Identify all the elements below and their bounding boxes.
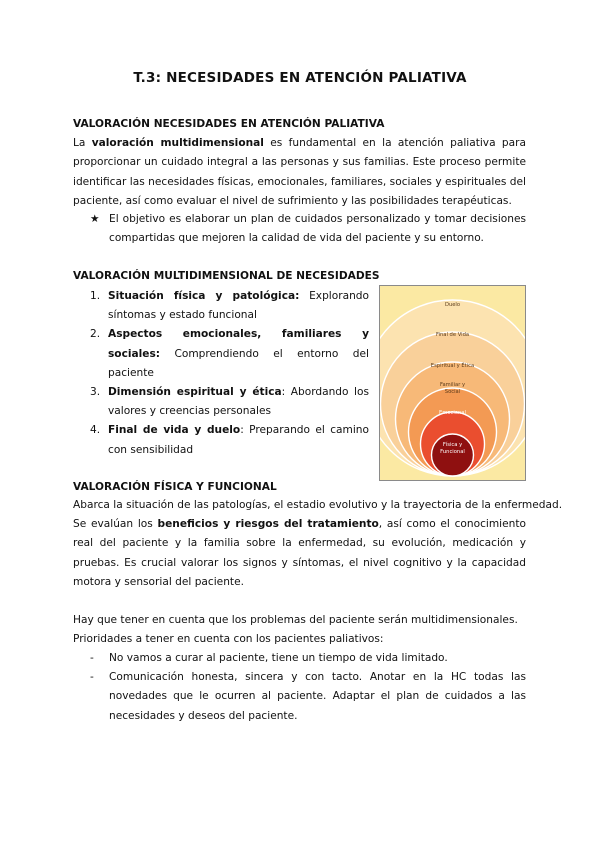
star-bullet-icon: ★ xyxy=(90,213,100,225)
section-heading-multidimensional: VALORACIÓN MULTIDIMENSIONAL DE NECESIDADES xyxy=(73,270,380,282)
ring-6 xyxy=(432,434,474,476)
list-item xyxy=(90,287,369,325)
dash-bullet: - xyxy=(90,652,94,664)
priority-item xyxy=(90,649,526,668)
section-heading-fisica-funcional: VALORACIÓN FÍSICA Y FUNCIONAL xyxy=(73,481,277,493)
list-item-bold: Situación física y patológica: xyxy=(108,290,300,302)
rings-svg xyxy=(380,286,525,480)
ring-label-5: Emocional xyxy=(439,410,466,416)
page-title: T.3: NECESIDADES EN ATENCIÓN PALIATIVA xyxy=(133,70,467,86)
priority-item xyxy=(90,668,526,726)
ring-label-4: Familiar y Social xyxy=(439,382,466,395)
priority-text: No vamos a curar al paciente, tiene un tiempo de vida limitado. xyxy=(109,652,448,664)
ring-label-3: Espiritual y Ética xyxy=(430,363,475,369)
needs-list xyxy=(90,287,369,460)
priorities-intro: Prioridades a tener en cuenta con los pacientes paliativos: xyxy=(73,633,384,645)
list-item-text: Comprendiendo el entorno del paciente xyxy=(108,347,369,379)
intro-rest-text: es fundamental en la atención paliativa para proporcionar un cuidado integral a las personas y sus familias. Este proceso permite identificar las necesidades físicas, emocionales, familiares, sociales y espirituales del paciente, así como evaluar el nivel de sufrimiento y las posibilidades terapéuticas. xyxy=(73,137,526,208)
needs-rings-diagram xyxy=(379,285,526,481)
list-item xyxy=(90,325,369,383)
list-item-text: : Abordando los valores y creencias personales xyxy=(108,386,369,418)
intro-paragraph xyxy=(73,134,526,212)
list-item xyxy=(90,421,369,459)
list-item-bold: Final de vida y duelo xyxy=(108,424,241,437)
intro-lead-text: La xyxy=(73,137,92,149)
physical-lead-text: Se evalúan los xyxy=(73,518,158,530)
list-item-number: 4. xyxy=(90,424,101,437)
list-item-bold: Aspectos emocionales, familiares y sociales: xyxy=(108,328,369,360)
objective-bullet xyxy=(90,210,526,249)
ring-label-1: Duelo xyxy=(444,302,461,308)
list-item-number: 2. xyxy=(90,328,101,341)
list-item-text: Explorando síntomas y estado funcional xyxy=(108,290,369,322)
priority-text: Comunicación honesta, sincera y con tacto. Anotar en la HC todas las novedades que le ocurren al paciente. Adaptar el plan de cuidados a las necesidades y deseos del paciente. xyxy=(109,671,526,722)
list-item xyxy=(90,383,369,421)
list-item-number: 1. xyxy=(90,290,101,302)
ring-label-6: Física y Funcional xyxy=(440,442,465,455)
physical-paragraph-1: Abarca la situación de las patologías, el estadio evolutivo y la trayectoria de la enfermedad. xyxy=(73,499,563,511)
physical-paragraph-2 xyxy=(73,515,526,593)
multidimensional-note: Hay que tener en cuenta que los problemas del paciente serán multidimensionales. xyxy=(73,614,518,626)
intro-bold-text: valoración multidimensional xyxy=(91,137,264,149)
dash-bullet: - xyxy=(90,671,94,683)
section-heading-valoracion-necesidades: VALORACIÓN NECESIDADES EN ATENCIÓN PALIATIVA xyxy=(73,118,385,130)
list-item-bold: Dimensión espiritual y ética xyxy=(108,386,282,399)
objective-text: El objetivo es elaborar un plan de cuidados personalizado y tomar decisiones compartidas que mejoren la calidad de vida del paciente y su entorno. xyxy=(109,213,526,245)
ring-label-2: Final de Vida xyxy=(435,332,470,338)
list-item-text: : Preparando el camino con sensibilidad xyxy=(108,424,370,456)
physical-rest-text: , así como el conocimiento real del paciente y la familia sobre la enfermedad, su evolución, medicación y pruebas. Es crucial valorar los signos y síntomas, el nivel cognitivo y la capacidad motora y sensorial del paciente. xyxy=(73,518,526,589)
physical-bold-text: beneficios y riesgos del tratamiento xyxy=(157,518,379,530)
list-item-number: 3. xyxy=(90,386,101,399)
